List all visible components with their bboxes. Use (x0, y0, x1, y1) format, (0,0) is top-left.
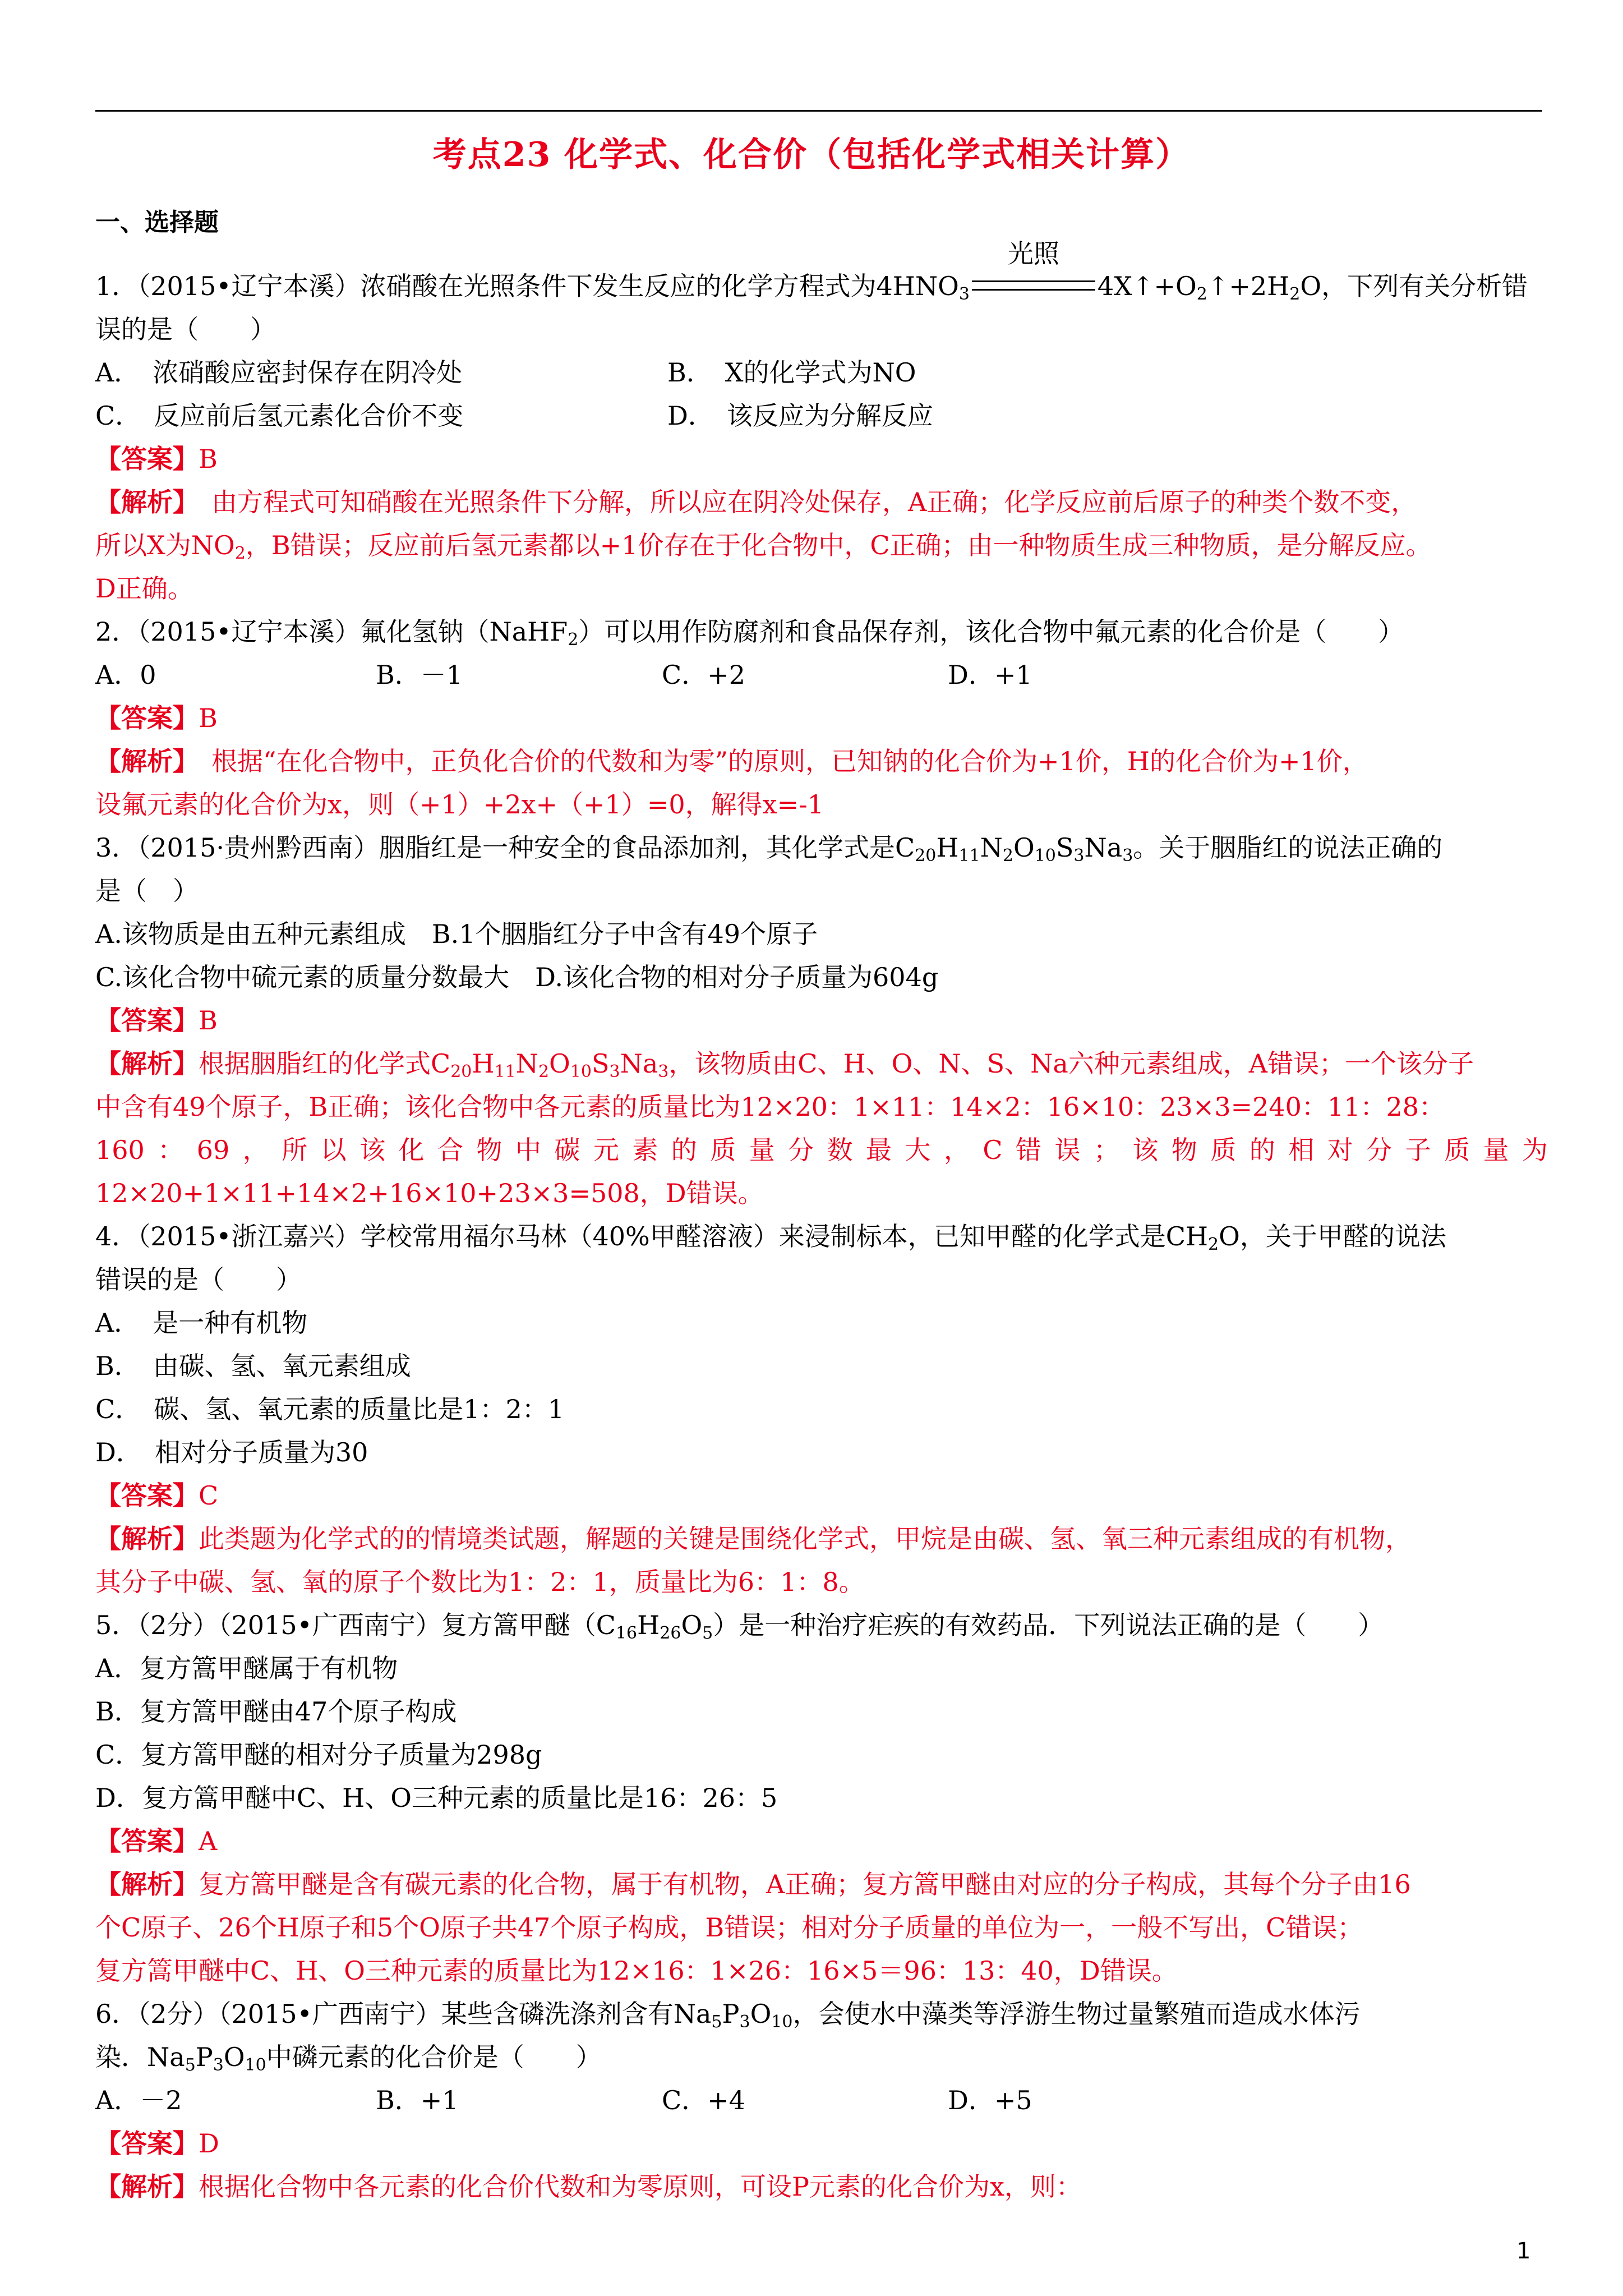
q1-options-row2 (95, 394, 1548, 438)
q5-answer: 【答案】A (95, 1826, 218, 1856)
q1-analysis-cont: 所以X为$NO_2$，B错误；反应前后氢元素都以+1价存在于化合物中，C正确；由一种物质生成三种物质，是分解反应。 (95, 530, 1432, 563)
q1-option-b: B． X的化学式为NO (667, 357, 916, 388)
q4-option-d: D． 相对分子质量为30 (95, 1437, 368, 1467)
q5-option-a: A．复方篙甲醚属于有机物 (95, 1653, 398, 1683)
q4-option-b: B． 由碳、氢、氧元素组成 (95, 1351, 411, 1381)
q3-options-ab: A.该物质是由五种元素组成 B.1个胭脂红分子中含有49个原子 (95, 919, 818, 949)
q1-stem-cont: 误的是（ ） (95, 314, 276, 344)
q2-analysis-cont: 设氟元素的化合价为x，则（+1）+2x+（+1）=0，解得x=-1 (95, 789, 824, 820)
q1-option-d: D． 该反应为分解反应 (667, 401, 933, 431)
q2-answer: 【答案】B (95, 703, 218, 733)
q1-options-row1 (95, 351, 1548, 394)
q1-option-a: A． 浓硝酸应密封保存在阴冷处 (95, 357, 463, 388)
q3-stem: 3．（2015·贵州黔西南）胭脂红是一种安全的食品添加剂，其化学式是$C_{20}H_{11}N_2O_{10}S_3Na_3$。关于胭脂红的说法正确的 (95, 832, 1443, 866)
page-number: 1 (1516, 2238, 1531, 2264)
q1-analysis: 【解析】 由方程式可知硝酸在光照条件下分解，所以应在阴冷处保存，A正确；化学反应前后原子的种类个数不变， (95, 487, 1417, 517)
q2-analysis: 【解析】 根据“在化合物中，正负化合价的代数和为零”的原则，已知钠的化合价为+1价，H的化合价为+1价， (95, 746, 1368, 776)
document-body (95, 238, 1548, 2208)
q1-analysis-end: D正确。 (95, 573, 193, 604)
q6-stem: 6．（2分）（2015•广西南宁）某些含磷洗涤剂含有$Na_5P_3O_{10}$，会使水中藻类等浮游生物过量繁殖而造成水体污 (95, 1999, 1361, 2032)
q3-analysis-cont2: 160：69，所以该化合物中碳元素的质量分数最大，C错误；该物质的相对分子质量为 (95, 1135, 1548, 1165)
q4-option-c: C． 碳、氢、氧元素的质量比是1：2：1 (95, 1394, 564, 1424)
q6-options (95, 2079, 1548, 2122)
reaction-arrow: 光照 (972, 265, 1095, 308)
q6-answer: 【答案】D (95, 2128, 219, 2159)
q5-analysis-cont: 个C原子、26个H原子和5个O原子共47个原子构成，B错误；相对分子质量的单位为一，一般不写出，C错误； (95, 1912, 1363, 1943)
q5-stem: 5．（2分）（2015•广西南宁）复方篙甲醚$(C_{16}H_{26}O_5)$是一种治疗疟疾的有效药品．下列说法正确的是（ ） (95, 1610, 1384, 1643)
q2-options (95, 654, 1548, 697)
q1-stem: 1．（2015•辽宁本溪）浓硝酸在光照条件下发生反应的化学方程式为$4HNO_3$ 光照 $4X↑+O_2↑+2H_2O$，下列有关分析错 (95, 265, 1548, 308)
q6-option-c: C．+4 (662, 2085, 746, 2115)
q1-option-c: C． 反应前后氢元素化合价不变 (95, 401, 464, 431)
q3-analysis: 【解析】根据胭脂红的化学式$C_{20}H_{11}N_2O_{10}S_3Na_3$，该物质由C、H、O、N、S、Na六种元素组成，A错误；一个该分子 (95, 1048, 1474, 1082)
q4-option-a: A． 是一种有机物 (95, 1308, 308, 1338)
header-rule (95, 110, 1542, 112)
q1-answer: 【答案】B (95, 444, 218, 474)
q4-analysis-cont: 其分子中碳、氢、氧的原子个数比为1：2：1，质量比为6：1：8。 (95, 1567, 865, 1597)
q6-analysis: 【解析】根据化合物中各元素的化合价代数和为零原则，可设P元素的化合价为x，则： (95, 2171, 1082, 2202)
q2-option-a: A．0 (95, 660, 156, 690)
q3-analysis-end: 12×20+1×11+14×2+16×10+23×3=508，D错误。 (95, 1178, 764, 1208)
q2-option-b: B．－1 (376, 660, 463, 690)
q4-analysis: 【解析】此类题为化学式的的情境类试题，解题的关键是围绕化学式，甲烷是由碳、氢、氧三种元素组成的有机物， (95, 1524, 1411, 1554)
q2-stem: 2．（2015•辽宁本溪）氟化氢钠（NaHF$_2$）可以用作防腐剂和食品保存剂，该化合物中氟元素的化合价是（ ） (95, 616, 1404, 650)
q2-option-c: C．+2 (662, 660, 746, 690)
q4-stem-cont: 错误的是（ ） (95, 1264, 302, 1295)
q3-answer: 【答案】B (95, 1005, 218, 1036)
q3-analysis-cont: 中含有49个原子，B正确；该化合物中各元素的质量比为12×20：1×11：14×2：16×10：23×3=240：11：28： (95, 1092, 1445, 1122)
q4-stem: 4．（2015•浙江嘉兴）学校常用福尔马林（40%甲醛溶液）来浸制标本，已知甲醛的化学式是$CH_2O$，关于甲醛的说法 (95, 1221, 1446, 1254)
q4-answer: 【答案】C (95, 1480, 219, 1511)
q3-options-cd: C.该化合物中硫元素的质量分数最大 D.该化合物的相对分子质量为604g (95, 962, 939, 992)
q6-option-a: A．－2 (95, 2085, 182, 2115)
q6-option-d: D．+5 (948, 2085, 1032, 2115)
section-heading: 一、选择题 (95, 208, 219, 237)
page-title: 考点23 化学式、化合价（包括化学式相关计算） (432, 135, 1191, 174)
q5-analysis: 【解析】复方篙甲醚是含有碳元素的化合物，属于有机物，A正确；复方篙甲醚由对应的分子构成，其每个分子由16 (95, 1869, 1411, 1899)
q6-stem-cont: 染．$Na_5P_3O_{10}$中磷元素的化合价是（ ） (95, 2042, 602, 2075)
q6-option-b: B．+1 (376, 2085, 459, 2115)
q5-analysis-end: 复方篙甲醚中C、H、O三种元素的质量比为12×16：1×26：16×5＝96：13：40，D错误。 (95, 1955, 1178, 1986)
q2-option-d: D．+1 (948, 660, 1032, 690)
q3-stem-cont: 是（ ） (95, 876, 199, 906)
q5-option-b: B．复方篙甲醚由47个原子构成 (95, 1696, 457, 1727)
q5-option-d: D．复方篙甲醚中C、H、O三种元素的质量比是16：26：5 (95, 1783, 778, 1813)
q5-option-c: C．复方篙甲醚的相对分子质量为298g (95, 1740, 542, 1770)
